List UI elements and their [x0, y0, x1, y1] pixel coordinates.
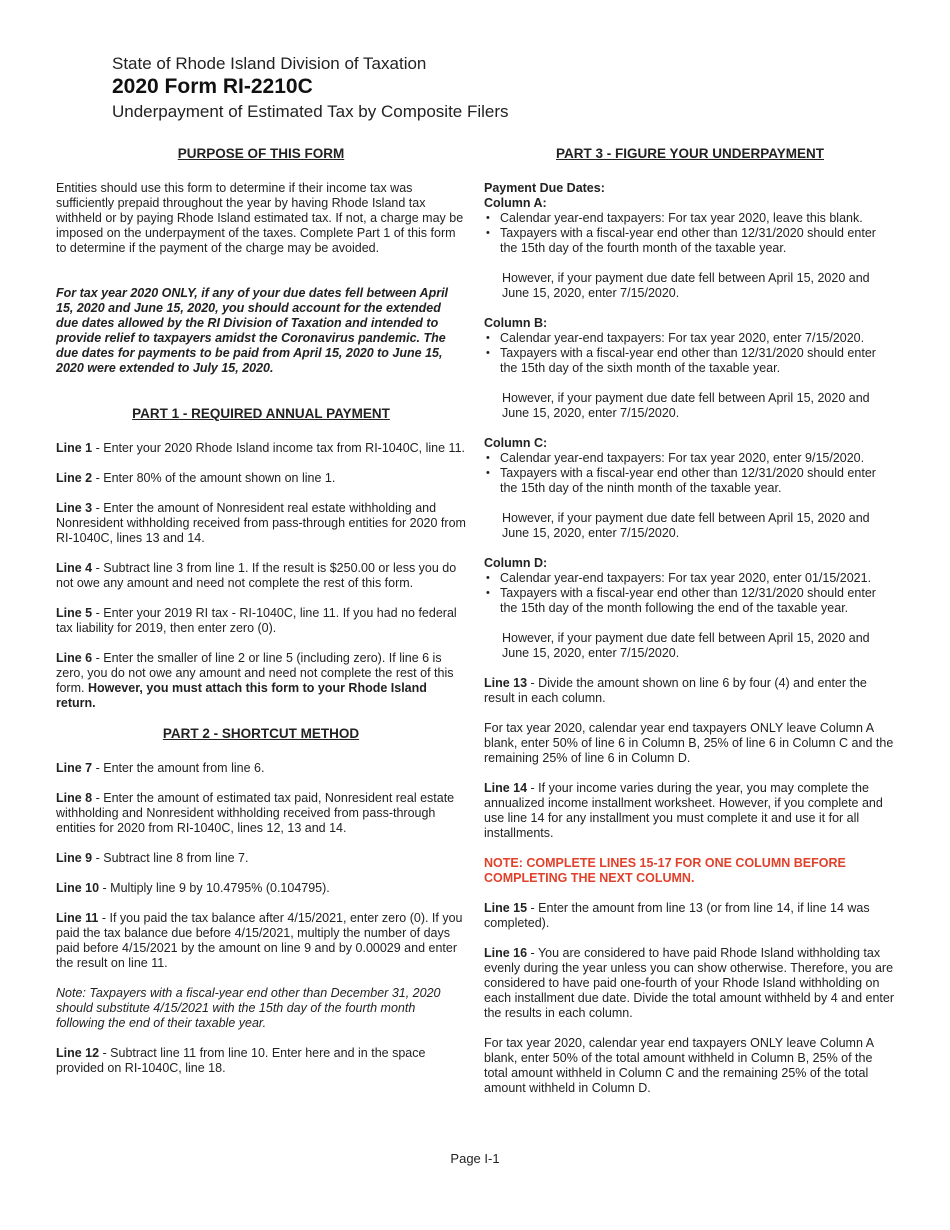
line-10-instruction [56, 881, 466, 896]
however-note: However, if your payment due date fell between April 15, 2020 and June 15, 2020, enter 7/15/2020. [502, 391, 870, 420]
page-number: Page I-1 [450, 1151, 500, 1166]
part1-heading: PART 1 - REQUIRED ANNUAL PAYMENT [132, 406, 390, 421]
line-text: - Enter the amount from line 6. [92, 761, 265, 775]
bullet-list [484, 331, 896, 376]
bullet-list [484, 211, 896, 256]
line-text: - Enter your 2019 RI tax - RI-1040C, line 11. If you had no federal tax liability for 2019, then enter zero (0). [56, 606, 457, 635]
line-label: Line 12 [56, 1046, 100, 1060]
purpose-heading: PURPOSE OF THIS FORM [177, 146, 345, 161]
complete-lines-note: NOTE: COMPLETE LINES 15-17 FOR ONE COLUMN BEFORE COMPLETING THE NEXT COLUMN. [484, 856, 846, 885]
line-text: - Enter the amount of estimated tax paid, Nonresident real estate withholding and Nonresident withholding received from pass-through entities for 2020 from RI-1040C, lines 12, 13 and 14. [56, 791, 455, 835]
line-label: Line 14 [484, 781, 528, 795]
list-item: • Calendar year-end taxpayers: For tax year 2020, enter 9/15/2020. [484, 451, 896, 466]
purpose-text: Entities should use this form to determine if their income tax was sufficiently prepaid throughout the year by having Rhode Island tax withheld or by paying Rhode Island estimated tax. If not, a charge may be imposed on the underpayment of the taxes. Complete Part 1 of this form to determine if the payment of the charge may be avoided. [56, 181, 464, 255]
form-subtitle: Underpayment of Estimated Tax by Composite Filers [112, 102, 509, 121]
list-item: • Calendar year-end taxpayers: For tax year 2020, enter 7/15/2020. [484, 331, 896, 346]
line-text: - Subtract line 8 from line 7. [92, 851, 249, 865]
line-text: - Subtract line 11 from line 10. Enter here and in the space provided on RI-1040C, line 18. [56, 1046, 426, 1075]
agency-name: State of Rhode Island Division of Taxation [112, 54, 427, 73]
list-item: • Taxpayers with a fiscal-year end other than 12/31/2020 should enter the 15th day of the sixth month of the taxable year. [484, 346, 896, 376]
line-label: Line 2 [56, 471, 93, 485]
line-label: Line 4 [56, 561, 93, 575]
line-7-instruction [56, 761, 466, 776]
line-text: - You are considered to have paid Rhode Island withholding tax evenly during the year unless you can show otherwise. Therefore, you are considered to have paid one-fourth of your Rhode Island withholding on each installment due date. Divide the total amount withheld by 4 and enter the results in each column. [484, 946, 894, 1020]
line-label: Line 9 [56, 851, 93, 865]
line-16-note: For tax year 2020, calendar year end taxpayers ONLY leave Column A blank, enter 50% of the total amount withheld in Column B, 25% of the total amount withheld in Column C and the remaining 25% of the total amount withheld in Column D. [484, 1036, 874, 1095]
list-item: • Taxpayers with a fiscal-year end other than 12/31/2020 should enter the 15th day of the fourth month of the taxable year. [484, 226, 896, 256]
however-note: However, if your payment due date fell between April 15, 2020 and June 15, 2020, enter 7/15/2020. [502, 271, 870, 300]
column-d-section [484, 556, 896, 661]
column-name: Column A: [484, 196, 547, 210]
line-label: Line 6 [56, 651, 93, 665]
line-2-instruction [56, 471, 466, 486]
line-text: - Enter 80% of the amount shown on line 1. [92, 471, 336, 485]
payment-due-dates-title: Payment Due Dates: [484, 181, 605, 195]
list-item: • Taxpayers with a fiscal-year end other than 12/31/2020 should enter the 15th day of the month following the end of the taxable year. [484, 586, 896, 616]
column-b-section [484, 316, 896, 421]
fiscal-year-note: Note: Taxpayers with a fiscal-year end other than December 31, 2020 should substitute 4/15/2021 with the 15th day of the fourth month following the end of their taxable year. [56, 986, 441, 1030]
form-title: 2020 Form RI-2210C [112, 75, 313, 98]
line-4-instruction [56, 561, 466, 591]
column-a-section [484, 196, 896, 301]
line-16-instruction [484, 946, 896, 1021]
right-column [484, 146, 896, 1111]
line-13-note: For tax year 2020, calendar year end taxpayers ONLY leave Column A blank, enter 50% of line 6 in Column B, 25% of line 6 in Column C and the remaining 25% of line 6 in Column D. [484, 721, 894, 765]
column-c-section [484, 436, 896, 541]
attach-warning: However, you must attach this form to your Rhode Island return. [56, 681, 427, 710]
column-name: Column C: [484, 436, 548, 450]
line-text: - Enter your 2020 Rhode Island income tax from RI-1040C, line 11. [92, 441, 466, 455]
line-text: - If your income varies during the year, you may complete the annualized income installment worksheet. However, if you complete and use line 14 for any installment you must complete it and use it for all installments. [484, 781, 883, 840]
list-item: • Calendar year-end taxpayers: For tax year 2020, leave this blank. [484, 211, 896, 226]
line-14-instruction [484, 781, 896, 841]
line-label: Line 7 [56, 761, 93, 775]
line-15-instruction [484, 901, 896, 931]
left-column [56, 146, 466, 1091]
line-11-instruction [56, 911, 466, 971]
line-label: Line 8 [56, 791, 93, 805]
line-text: - Enter the amount from line 13 (or from line 14, if line 14 was completed). [484, 901, 870, 930]
line-8-instruction [56, 791, 466, 836]
line-label: Line 15 [484, 901, 528, 915]
covid-note: For tax year 2020 ONLY, if any of your due dates fell between April 15, 2020 and June 15, 2020, you should account for the extended due dates allowed by the RI Division of Taxation and intended to provide relief to taxpayers amidst the Coronavirus pandemic. The due dates for payments to be paid from April 15, 2020 to June 15, 2020 were extended to July 15, 2020. [56, 286, 449, 375]
column-name: Column D: [484, 556, 548, 570]
line-label: Line 13 [484, 676, 528, 690]
line-text: - Enter the amount of Nonresident real estate withholding and Nonresident withholding received from pass-through entities for 2020 from RI-1040C, lines 13 and 14. [56, 501, 466, 545]
line-1-instruction [56, 441, 466, 456]
line-text: - If you paid the tax balance after 4/15/2021, enter zero (0). If you paid the tax balance due before 4/15/2021, multiply the number of days paid before 4/15/2021 by the amount on line 9 and by 0.00029 and enter the result on line 11. [56, 911, 463, 970]
line-label: Line 3 [56, 501, 93, 515]
line-5-instruction [56, 606, 466, 636]
part3-heading: PART 3 - FIGURE YOUR UNDERPAYMENT [555, 146, 825, 161]
line-label: Line 16 [484, 946, 528, 960]
however-note: However, if your payment due date fell between April 15, 2020 and June 15, 2020, enter 7/15/2020. [502, 511, 870, 540]
however-note: However, if your payment due date fell between April 15, 2020 and June 15, 2020, enter 7/15/2020. [502, 631, 870, 660]
line-label: Line 10 [56, 881, 100, 895]
bullet-list [484, 451, 896, 496]
line-12-instruction [56, 1046, 466, 1076]
line-label: Line 11 [56, 911, 99, 925]
line-label: Line 1 [56, 441, 93, 455]
line-text: - Subtract line 3 from line 1. If the result is $250.00 or less you do not owe any amount and need not complete the rest of this form. [56, 561, 457, 590]
line-6-instruction [56, 651, 466, 711]
column-name: Column B: [484, 316, 548, 330]
line-text: - Multiply line 9 by 10.4795% (0.104795). [99, 881, 330, 895]
list-item: • Calendar year-end taxpayers: For tax year 2020, enter 01/15/2021. [484, 571, 896, 586]
line-text: - Enter the smaller of line 2 or line 5 (including zero). If line 6 is zero, you do not owe any amount and need not complete the rest of this form. [56, 651, 454, 695]
document-header [112, 54, 509, 124]
part2-heading: PART 2 - SHORTCUT METHOD [162, 726, 360, 741]
line-3-instruction [56, 501, 466, 546]
bullet-list [484, 571, 896, 616]
line-13-instruction [484, 676, 896, 706]
line-text: - Divide the amount shown on line 6 by four (4) and enter the result in each column. [484, 676, 867, 705]
list-item: • Taxpayers with a fiscal-year end other than 12/31/2020 should enter the 15th day of the ninth month of the taxable year. [484, 466, 896, 496]
line-label: Line 5 [56, 606, 93, 620]
line-9-instruction [56, 851, 466, 866]
